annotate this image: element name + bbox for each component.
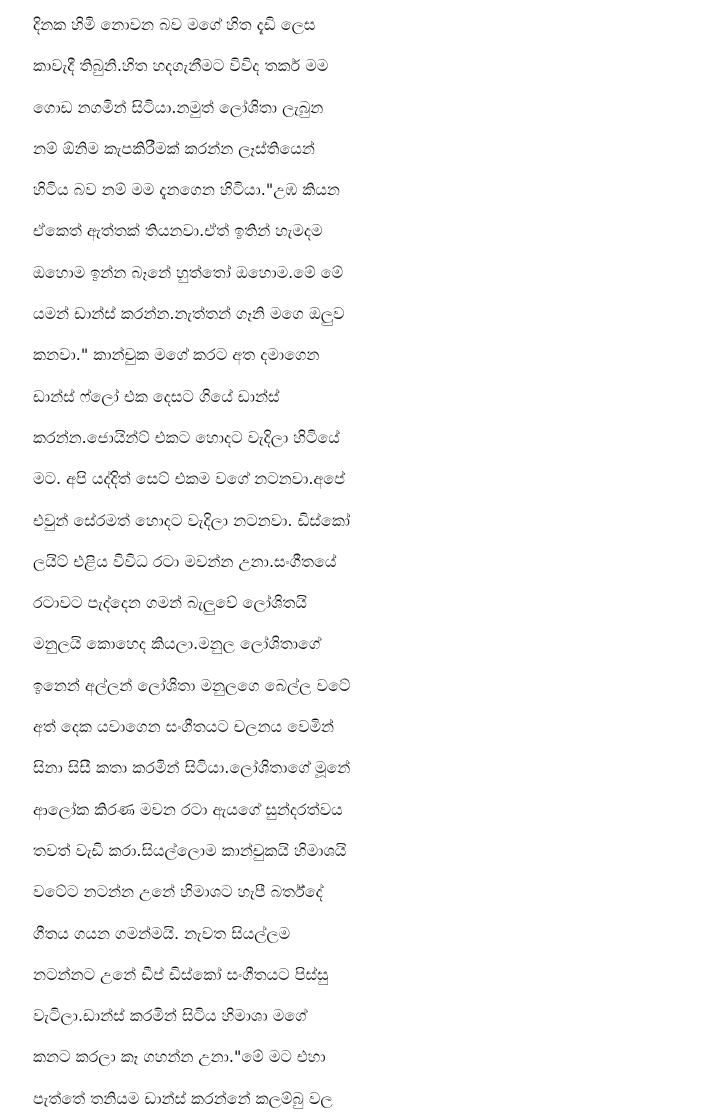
text-line: පැත්තේ තනියම ඩාන්ස් කරන්නේ කලම්බු වල xyxy=(33,1088,333,1108)
text-line: දිනක හිමි නොවන බව මගේ හිත දැඩි ලෙස xyxy=(33,15,316,34)
text-line: රටාවට පැද්දෙන ගමන් බැලුවේ ලෝශිතයි xyxy=(33,593,307,613)
text-line: ආලෝක කිරණ මවන රටා ඇයගේ සුන්දරත්වය xyxy=(33,799,343,819)
text-line: කනවා." කාන්චුක මගේ කරට අත දමාගෙන xyxy=(33,345,320,365)
cut-off-line xyxy=(33,1090,713,1098)
text-line: කනට කරලා කෑ ගහන්න උනා."මේ මට එහා xyxy=(33,1047,326,1067)
text-line: සිනා සිසී කතා කරමින් සිටියා.ලෝශිතාගේ මූනේ xyxy=(33,758,351,778)
text-line: හිටිය බව නම් මම දැනගෙන හිටියා."උඹ කියන xyxy=(33,180,340,200)
text-line: නටන්නට උනේ ඩීප් ඩිස්කෝ සංගීතයට පිස්සු xyxy=(33,964,329,984)
text-line: යමන් ඩාන්ස් කරන්න.නැත්තන් ගෑනි මගෙ ඔලුව xyxy=(33,304,345,324)
text-line: එවුන් සේරමත් හොදට වැදිලා නටනවා. ඩිස්කෝ xyxy=(33,510,351,530)
text-line: කාවැදී තිබුනි.හිත හදගැනීමට විවිද තර්ක මම xyxy=(33,56,329,76)
text-line: තවත් වැඩි කරා.සියල්ලොම කාන්චුකයි හිමාශයි xyxy=(33,840,347,860)
text-line: ඩාන්ස් ෆ්ලෝ එක දෙසට ගියේ ඩාන්ස් xyxy=(33,386,280,406)
text-line: අත් දෙක යවාගෙන සංගීතයට චලනය වෙමින් xyxy=(33,717,334,737)
text-line: ගීතය ගයන ගමන්මයි. නැවත සියල්ලම xyxy=(33,923,291,943)
text-line: ගොඩ නගමින් සිටියා.නමුත් ලෝශිතා ලැබුන xyxy=(33,97,324,117)
text-line: වැටිලා.ඩාන්ස් කරමින් සිටිය හිමාශා මගේ xyxy=(33,1006,307,1026)
text-line: වටේට නටන්න උනේ හිමාශට හැපී බර්ත්දේ xyxy=(33,882,323,902)
text-line: කරන්න.ජොයින්ට් එකට හොදට වැදිලා හිටියේ xyxy=(33,427,340,447)
text-line: ලයිට් එළිය විවිධ රටා මවන්න උනා.සංගීතයේ xyxy=(33,551,337,571)
text-line: නම් ඕනිම කැපකිරීමක් කරන්න ලෑස්තියෙන් xyxy=(33,138,315,158)
story-text-block xyxy=(33,4,713,1119)
text-line: මට. අපි යද්දිත් සෙට් එකම වගේ නටනවා.අපේ xyxy=(33,469,346,489)
text-line: මනුලයි කොහෙද කියලා.මනුල ලෝශිතාගේ xyxy=(33,634,321,654)
text-line: ඔහොම ඉන්න බෑනේ හුත්තෝ ඔහොම.මේ මේ xyxy=(33,262,344,282)
text-line: ඒකෙත් ඇත්තක් තියනවා.ඒත් ඉතින් හැමදම xyxy=(33,221,323,241)
text-line: ඉනෙන් අල්ලන් ලෝශිතා මනුලගෙ බෙල්ල වටේ xyxy=(33,675,351,695)
